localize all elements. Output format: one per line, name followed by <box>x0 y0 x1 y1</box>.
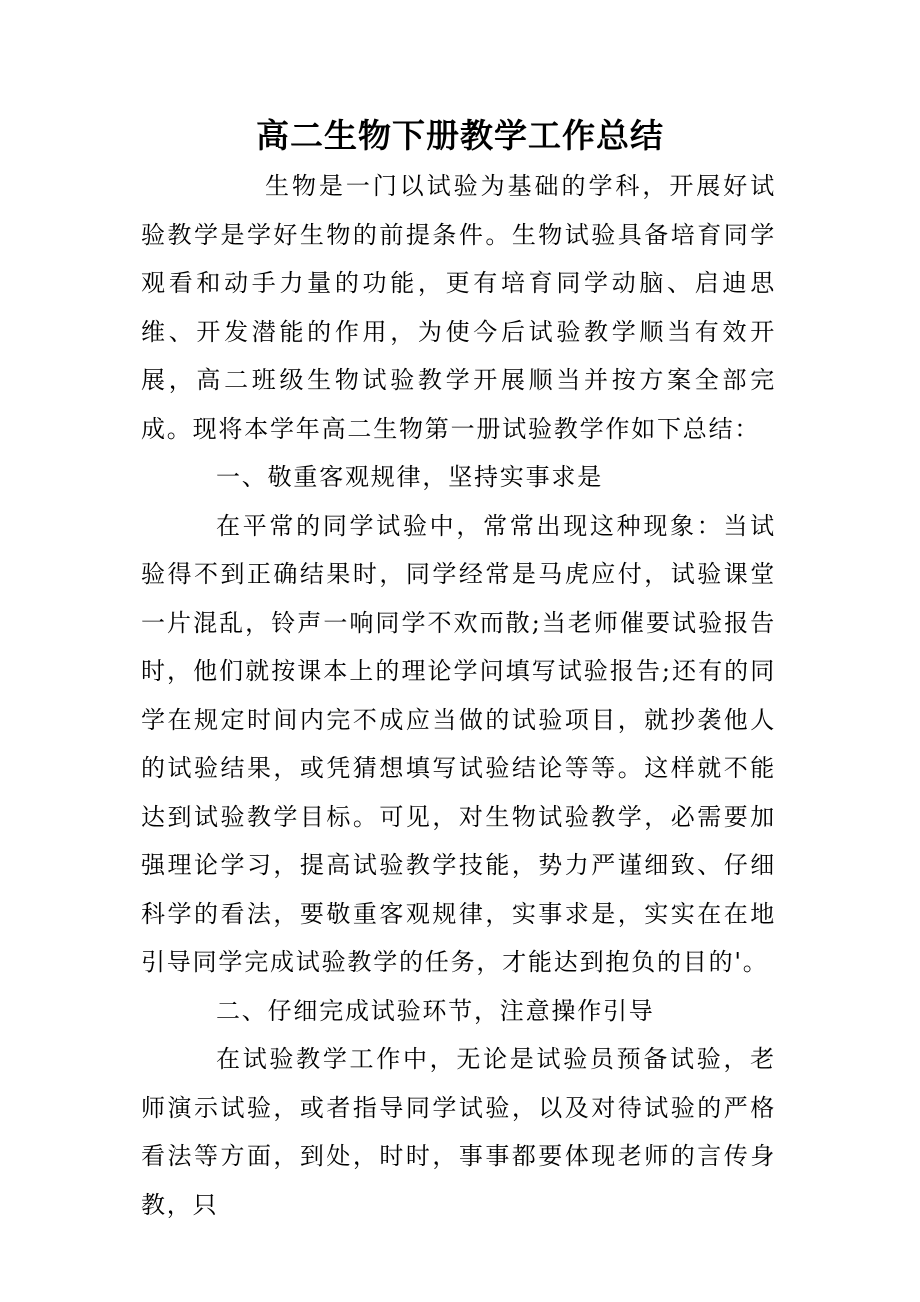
document-body <box>141 162 776 1229</box>
paragraph-section-2: 在试验教学工作中，无论是试验员预备试验，老师演示试验，或者指导同学试验，以及对待试验的严格看法等方面，到处，时时，事事都要体现老师的言传身教，只 <box>141 1045 776 1219</box>
document-title: 高二生物下册教学工作总结 <box>256 116 664 155</box>
section-heading-2: 二、仔细完成试验环节，注意操作引导 <box>216 996 655 1025</box>
paragraph-section-1: 在平常的同学试验中，常常出现这种现象：当试验得不到正确结果时，同学经常是马虎应付，试验课堂一片混乱，铃声一响同学不欢而散;当老师催要试验报告时，他们就按课本上的理论学问填写试验报告;还有的同学在规定时间内完不成应当做的试验项目，就抄袭他人的试验结果，或凭猜想填写试验结论等等。这样就不能达到试验教学目标。可见，对生物试验教学，必需要加强理论学习，提高试验教学技能，势力严谨细致、仔细科学的看法，要敬重客观规律，实事求是，实实在在地引导同学完成试验教学的任务，才能达到抱负的目的'。 <box>141 511 776 976</box>
paragraph-intro: 生物是一门以试验为基础的学科，开展好试验教学是学好生物的前提条件。生物试验具备培育同学观看和动手力量的功能，更有培育同学动脑、启迪思维、开发潜能的作用，为使今后试验教学顺当有效开展，高二班级生物试验教学开展顺当并按方案全部完成。现将本学年高二生物第一册试验教学作如下总结： <box>141 172 776 443</box>
section-heading-1: 一、敬重客观规律，坚持实事求是 <box>216 463 603 491</box>
